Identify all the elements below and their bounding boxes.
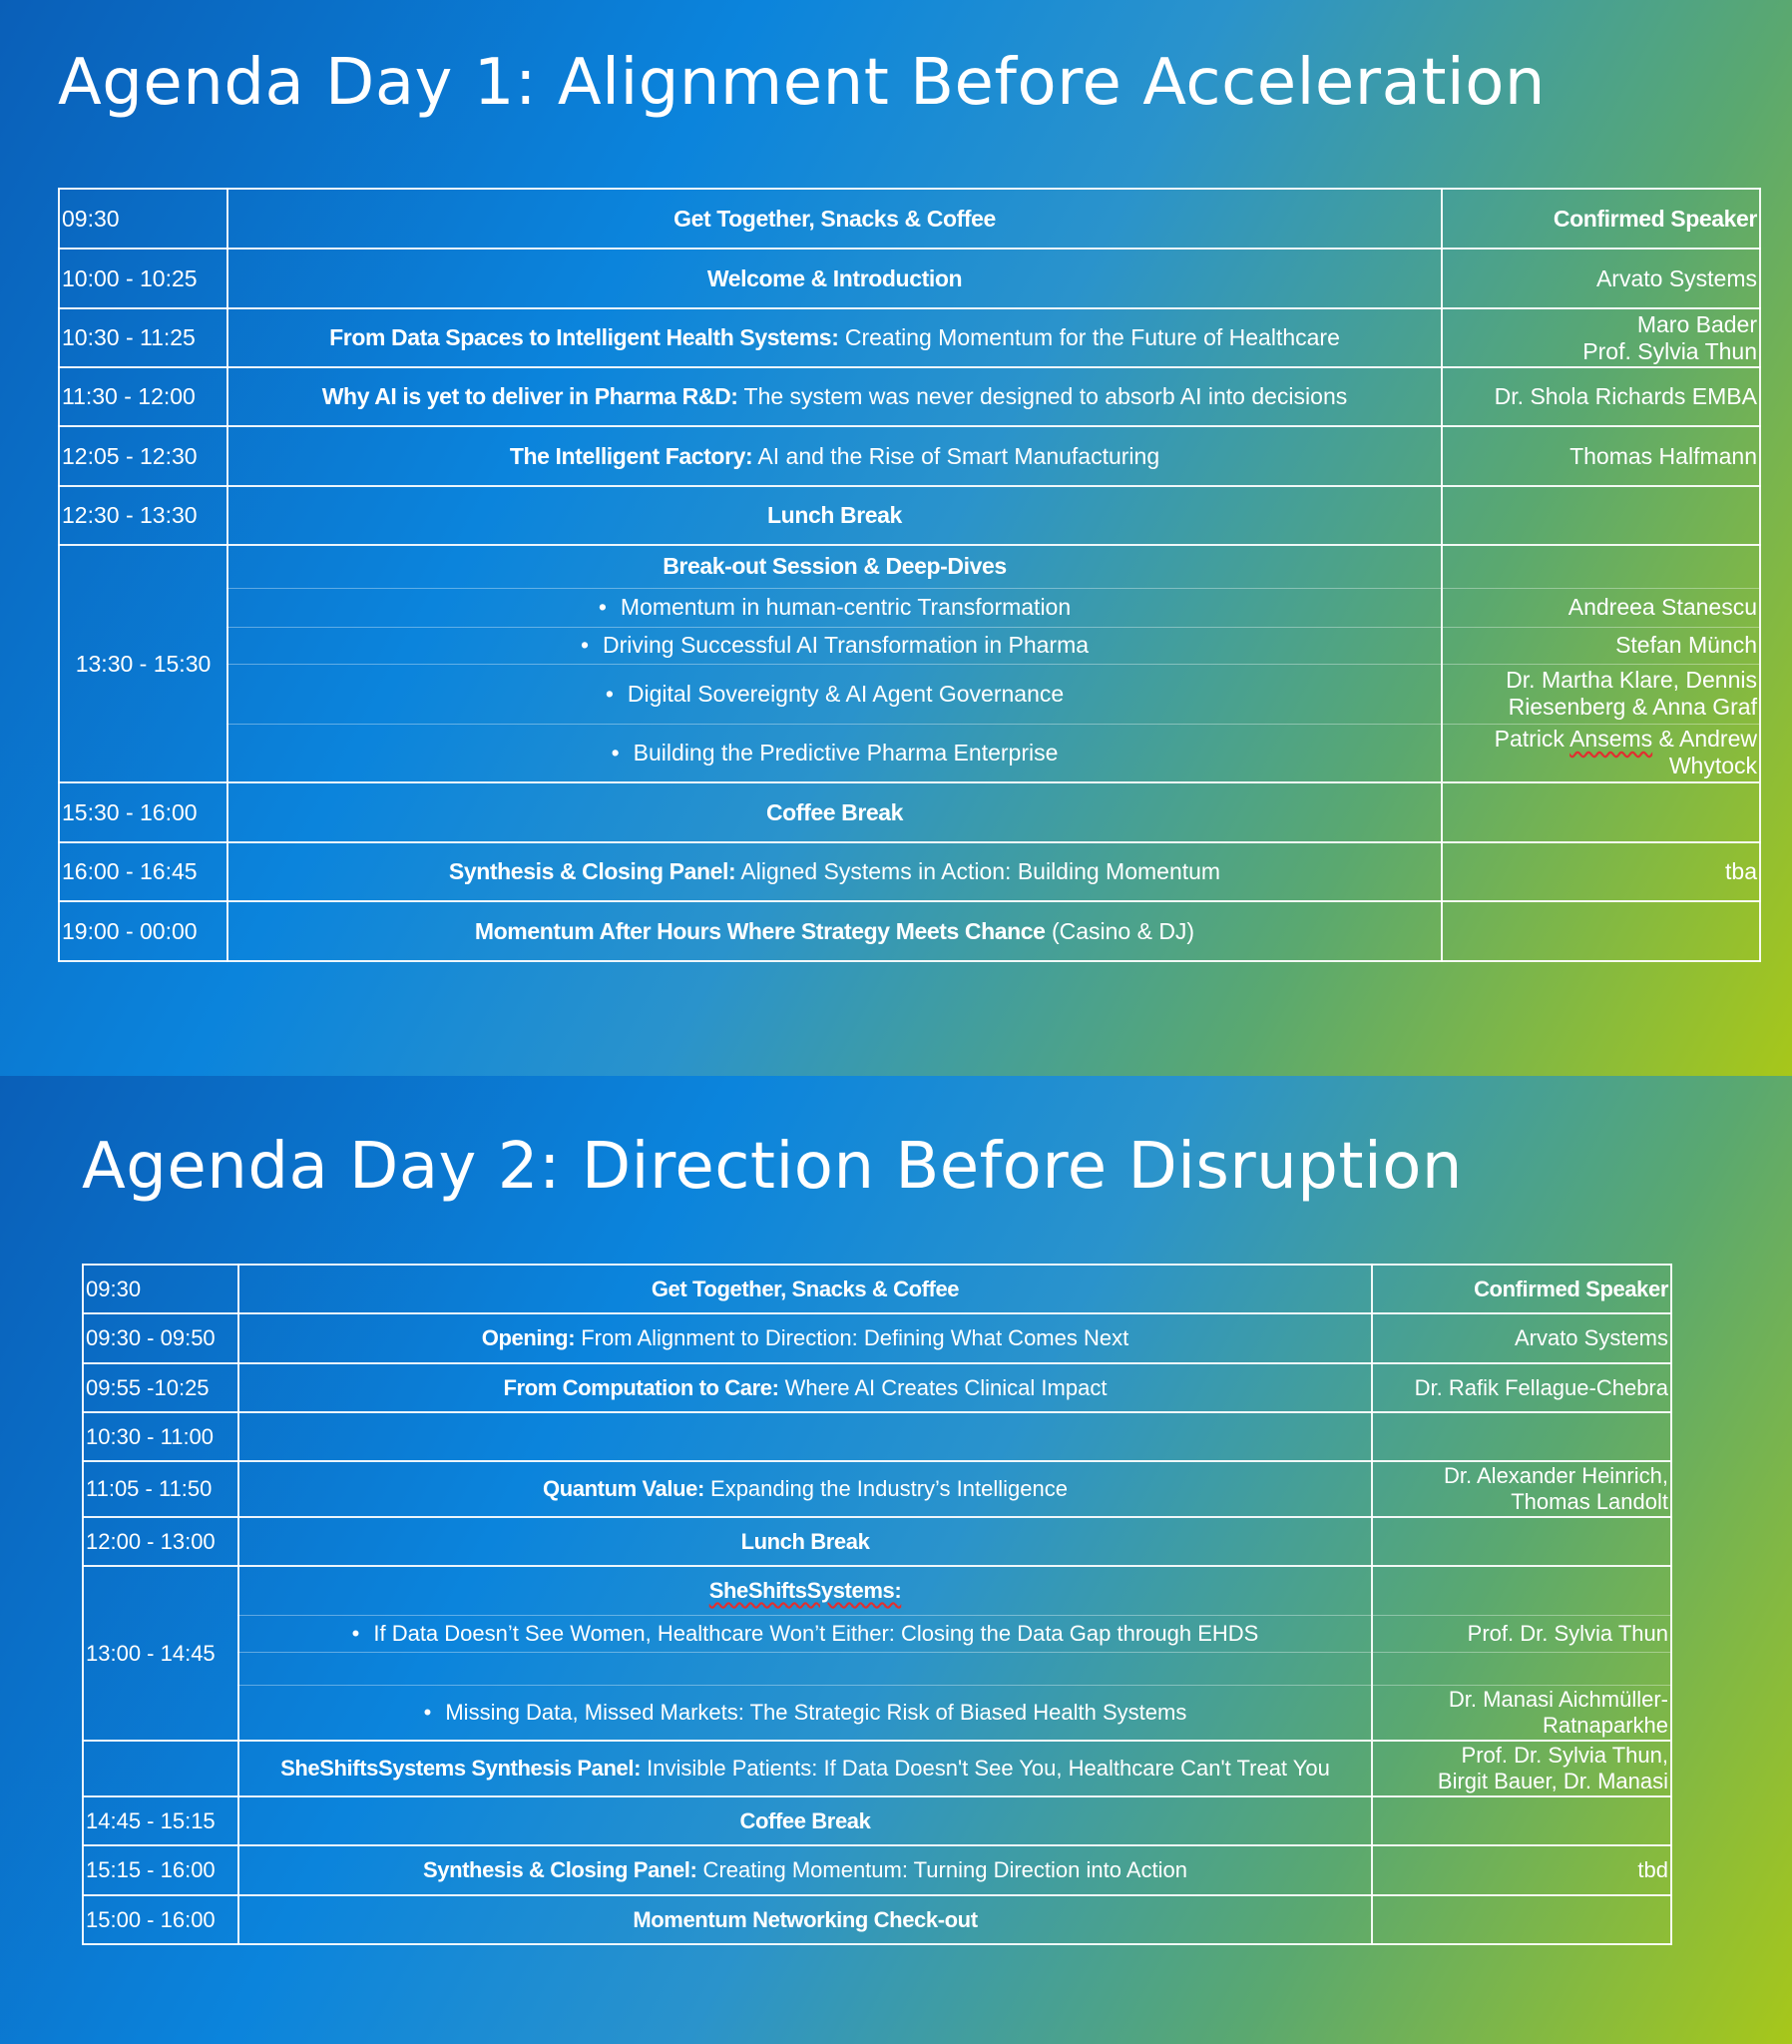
- session-subtitle: Creating Momentum: Turning Direction into Action: [696, 1857, 1187, 1882]
- list-item: [59, 588, 1760, 627]
- speaker-line: Patrick Ansems & Andrew: [1494, 726, 1757, 753]
- table-row: [59, 545, 1760, 588]
- speaker-line: Prof. Sylvia Thun: [1582, 337, 1757, 364]
- time-cell: 10:00 - 10:25: [59, 249, 227, 308]
- speaker-header-label: Confirmed Speaker: [1474, 1276, 1668, 1301]
- time-cell: 15:30 - 16:00: [59, 782, 227, 842]
- session-title: Synthesis & Closing Panel:: [422, 1857, 697, 1882]
- session-title: Coffee Break: [739, 1807, 871, 1833]
- table-row: [59, 426, 1760, 486]
- table-row: [59, 308, 1760, 367]
- breakout-item-label: Building the Predictive Pharma Enterprise: [633, 739, 1059, 766]
- speaker-cell: Arvato Systems: [1442, 249, 1760, 308]
- session-cell: [227, 782, 1442, 842]
- speaker-cell: tba: [1442, 842, 1760, 901]
- spacer-cell: [1372, 1652, 1671, 1685]
- table-row: [59, 367, 1760, 426]
- spellcheck-word: Ansems: [1569, 726, 1653, 753]
- session-cell: [227, 901, 1442, 961]
- bullet-icon: •: [605, 680, 614, 707]
- speaker-cell: [1372, 1796, 1671, 1845]
- session-title: Momentum Networking Check-out: [633, 1906, 978, 1932]
- session-subtitle: Where AI Creates Clinical Impact: [778, 1374, 1108, 1400]
- speaker-cell: Stefan Münch: [1442, 627, 1760, 664]
- session-title: Get Together, Snacks & Coffee: [651, 1276, 960, 1301]
- table-row: [83, 1461, 1671, 1517]
- speaker-cell: [1442, 308, 1760, 367]
- bullet-icon: •: [598, 594, 607, 620]
- breakout-item-label: Digital Sovereignty & AI Agent Governance: [627, 680, 1065, 707]
- sheshifts-item-label: Missing Data, Missed Markets: The Strategic Risk of Biased Health Systems: [445, 1699, 1187, 1725]
- session-cell: [238, 1895, 1372, 1944]
- session-subtitle: (Casino & DJ): [1045, 917, 1195, 944]
- breakout-item-label: Momentum in human-centric Transformation: [620, 594, 1072, 620]
- session-subtitle: AI and the Rise of Smart Manufacturing: [752, 442, 1160, 469]
- session-cell: [238, 1517, 1372, 1566]
- time-cell: 15:15 - 16:00: [83, 1845, 238, 1895]
- table-row: [83, 1895, 1671, 1944]
- session-title: Opening:: [481, 1325, 576, 1350]
- speaker-line: Dr. Alexander Heinrich,: [1444, 1463, 1668, 1488]
- sheshifts-heading-cell: [238, 1566, 1372, 1615]
- session-cell: [227, 308, 1442, 367]
- session-cell: [227, 249, 1442, 308]
- speaker-cell: Prof. Dr. Sylvia Thun: [1372, 1615, 1671, 1652]
- day2-title: Agenda Day 2: Direction Before Disruption: [82, 1130, 1463, 1204]
- bullet-icon: •: [351, 1620, 360, 1646]
- session-subtitle: Invisible Patients: If Data Doesn't See You, Healthcare Can't Treat You: [641, 1756, 1330, 1781]
- table-row: [83, 1845, 1671, 1895]
- time-cell: 10:30 - 11:25: [59, 308, 227, 367]
- time-cell: 12:05 - 12:30: [59, 426, 227, 486]
- speaker-line: Riesenberg & Anna Graf: [1508, 694, 1757, 720]
- speaker-cell: [1442, 545, 1760, 588]
- bullet-icon: •: [611, 739, 620, 766]
- session-title: The Intelligent Factory:: [509, 442, 753, 469]
- table-row: [83, 1265, 1671, 1313]
- speaker-line: Dr. Manasi Aichmüller-: [1448, 1686, 1668, 1712]
- time-cell: 16:00 - 16:45: [59, 842, 227, 901]
- speaker-cell: [1372, 1895, 1671, 1944]
- sheshifts-item-label: If Data Doesn’t See Women, Healthcare Won’t Either: Closing the Data Gap through EHDS: [373, 1620, 1259, 1646]
- speaker-header-label: Confirmed Speaker: [1553, 205, 1757, 232]
- speaker-line: Birgit Bauer, Dr. Manasi: [1437, 1769, 1668, 1793]
- session-subtitle: Aligned Systems in Action: Building Momentum: [735, 858, 1221, 884]
- session-title: Coffee Break: [765, 798, 904, 825]
- sheshifts-item: [238, 1615, 1372, 1652]
- session-title: Quantum Value:: [543, 1476, 704, 1501]
- speaker-cell: [1442, 782, 1760, 842]
- sheshifts-item: [238, 1685, 1372, 1741]
- session-title: Get Together, Snacks & Coffee: [673, 205, 996, 232]
- session-title: Lunch Break: [767, 502, 902, 528]
- time-cell: 14:45 - 15:15: [83, 1796, 238, 1845]
- session-cell: [238, 1313, 1372, 1363]
- speaker-cell: [1372, 1741, 1671, 1796]
- table-row: [83, 1796, 1671, 1845]
- session-title: SheShiftsSystems Synthesis Panel:: [280, 1756, 642, 1781]
- time-cell: 19:00 - 00:00: [59, 901, 227, 961]
- session-subtitle: Expanding the Industry’s Intelligence: [703, 1476, 1068, 1501]
- session-subtitle: From Alignment to Direction: Defining What Comes Next: [575, 1325, 1129, 1350]
- time-cell: 09:55 -10:25: [83, 1363, 238, 1412]
- table-row: [59, 782, 1760, 842]
- speaker-line: Prof. Dr. Sylvia Thun,: [1461, 1743, 1668, 1768]
- speaker-header: [1442, 189, 1760, 249]
- list-item: [83, 1685, 1671, 1741]
- day2-agenda-table: [82, 1264, 1672, 1945]
- time-cell: 09:30: [83, 1265, 238, 1313]
- speaker-cell: Dr. Rafik Fellague-Chebra: [1372, 1363, 1671, 1412]
- time-cell: 13:00 - 14:45: [83, 1566, 238, 1741]
- session-title: Synthesis & Closing Panel:: [448, 858, 736, 884]
- session-title: Welcome & Introduction: [706, 264, 963, 291]
- session-cell: [227, 189, 1442, 249]
- breakout-heading: Break-out Session & Deep-Dives: [663, 553, 1007, 580]
- table-row: [59, 249, 1760, 308]
- session-title: Momentum After Hours Where Strategy Meets Chance: [474, 917, 1046, 944]
- session-cell: [238, 1265, 1372, 1313]
- list-item: [59, 627, 1760, 664]
- table-row: [59, 486, 1760, 545]
- session-cell: [238, 1845, 1372, 1895]
- time-cell: 13:30 - 15:30: [59, 545, 227, 782]
- session-subtitle: The system was never designed to absorb AI into decisions: [737, 383, 1348, 409]
- speaker-line: Thomas Landolt: [1511, 1489, 1668, 1514]
- speaker-cell: [1372, 1412, 1671, 1461]
- table-row: [59, 901, 1760, 961]
- bullet-icon: •: [580, 632, 589, 658]
- session-cell: [238, 1412, 1372, 1461]
- table-row: [83, 1363, 1671, 1412]
- day1-title: Agenda Day 1: Alignment Before Acceleration: [58, 46, 1546, 120]
- speaker-cell: [1372, 1685, 1671, 1741]
- time-cell: 09:30 - 09:50: [83, 1313, 238, 1363]
- sheshifts-heading: SheShiftsSystems:: [708, 1577, 902, 1603]
- time-cell: 15:00 - 16:00: [83, 1895, 238, 1944]
- speaker-line: Maro Bader: [1636, 310, 1757, 337]
- speaker-cell: [1372, 1566, 1671, 1615]
- spacer-cell: [238, 1652, 1372, 1685]
- session-cell: [238, 1363, 1372, 1412]
- session-cell: [227, 486, 1442, 545]
- speaker-cell: [1442, 724, 1760, 782]
- time-cell: 12:00 - 13:00: [83, 1517, 238, 1566]
- speaker-cell: [1442, 664, 1760, 724]
- table-row: [59, 842, 1760, 901]
- time-cell: [83, 1741, 238, 1796]
- time-cell: 12:30 - 13:30: [59, 486, 227, 545]
- session-title: From Computation to Care:: [503, 1374, 779, 1400]
- time-cell: 10:30 - 11:00: [83, 1412, 238, 1461]
- table-row: [83, 1741, 1671, 1796]
- time-cell: 11:30 - 12:00: [59, 367, 227, 426]
- breakout-item: [227, 627, 1442, 664]
- table-row: [83, 1566, 1671, 1615]
- breakout-item-label: Driving Successful AI Transformation in Pharma: [603, 632, 1090, 658]
- session-cell: [238, 1796, 1372, 1845]
- table-row: [59, 189, 1760, 249]
- table-row: [83, 1652, 1671, 1685]
- speaker-cell: tbd: [1372, 1845, 1671, 1895]
- bullet-icon: •: [423, 1699, 432, 1725]
- list-item: [83, 1615, 1671, 1652]
- speaker-cell: [1372, 1461, 1671, 1517]
- speaker-cell: Thomas Halfmann: [1442, 426, 1760, 486]
- session-cell: [227, 426, 1442, 486]
- table-row: [83, 1313, 1671, 1363]
- list-item: [59, 724, 1760, 782]
- list-item: [59, 664, 1760, 724]
- time-cell: 09:30: [59, 189, 227, 249]
- session-title: From Data Spaces to Intelligent Health Systems:: [329, 324, 839, 350]
- session-cell: [238, 1741, 1372, 1796]
- day2-panel: [0, 1076, 1792, 2044]
- session-title: Lunch Break: [740, 1528, 870, 1554]
- session-cell: [238, 1461, 1372, 1517]
- time-cell: 11:05 - 11:50: [83, 1461, 238, 1517]
- speaker-cell: Arvato Systems: [1372, 1313, 1671, 1363]
- session-title: Why AI is yet to deliver in Pharma R&D:: [321, 383, 738, 409]
- speaker-cell: [1372, 1517, 1671, 1566]
- speaker-cell: [1442, 486, 1760, 545]
- session-cell: [227, 842, 1442, 901]
- speaker-cell: Dr. Shola Richards EMBA: [1442, 367, 1760, 426]
- speaker-line: Dr. Martha Klare, Dennis: [1506, 667, 1757, 693]
- speaker-cell: [1442, 901, 1760, 961]
- table-row: [83, 1517, 1671, 1566]
- speaker-line: Whytock: [1668, 753, 1757, 779]
- session-cell: [227, 367, 1442, 426]
- breakout-item: [227, 588, 1442, 627]
- table-row: [83, 1412, 1671, 1461]
- day1-agenda-table: [58, 188, 1761, 962]
- speaker-header: [1372, 1265, 1671, 1313]
- speaker-line: Ratnaparkhe: [1543, 1712, 1668, 1738]
- breakout-item: [227, 664, 1442, 724]
- speaker-cell: Andreea Stanescu: [1442, 588, 1760, 627]
- breakout-item: [227, 724, 1442, 782]
- session-subtitle: Creating Momentum for the Future of Healthcare: [838, 324, 1340, 350]
- breakout-heading-cell: [227, 545, 1442, 588]
